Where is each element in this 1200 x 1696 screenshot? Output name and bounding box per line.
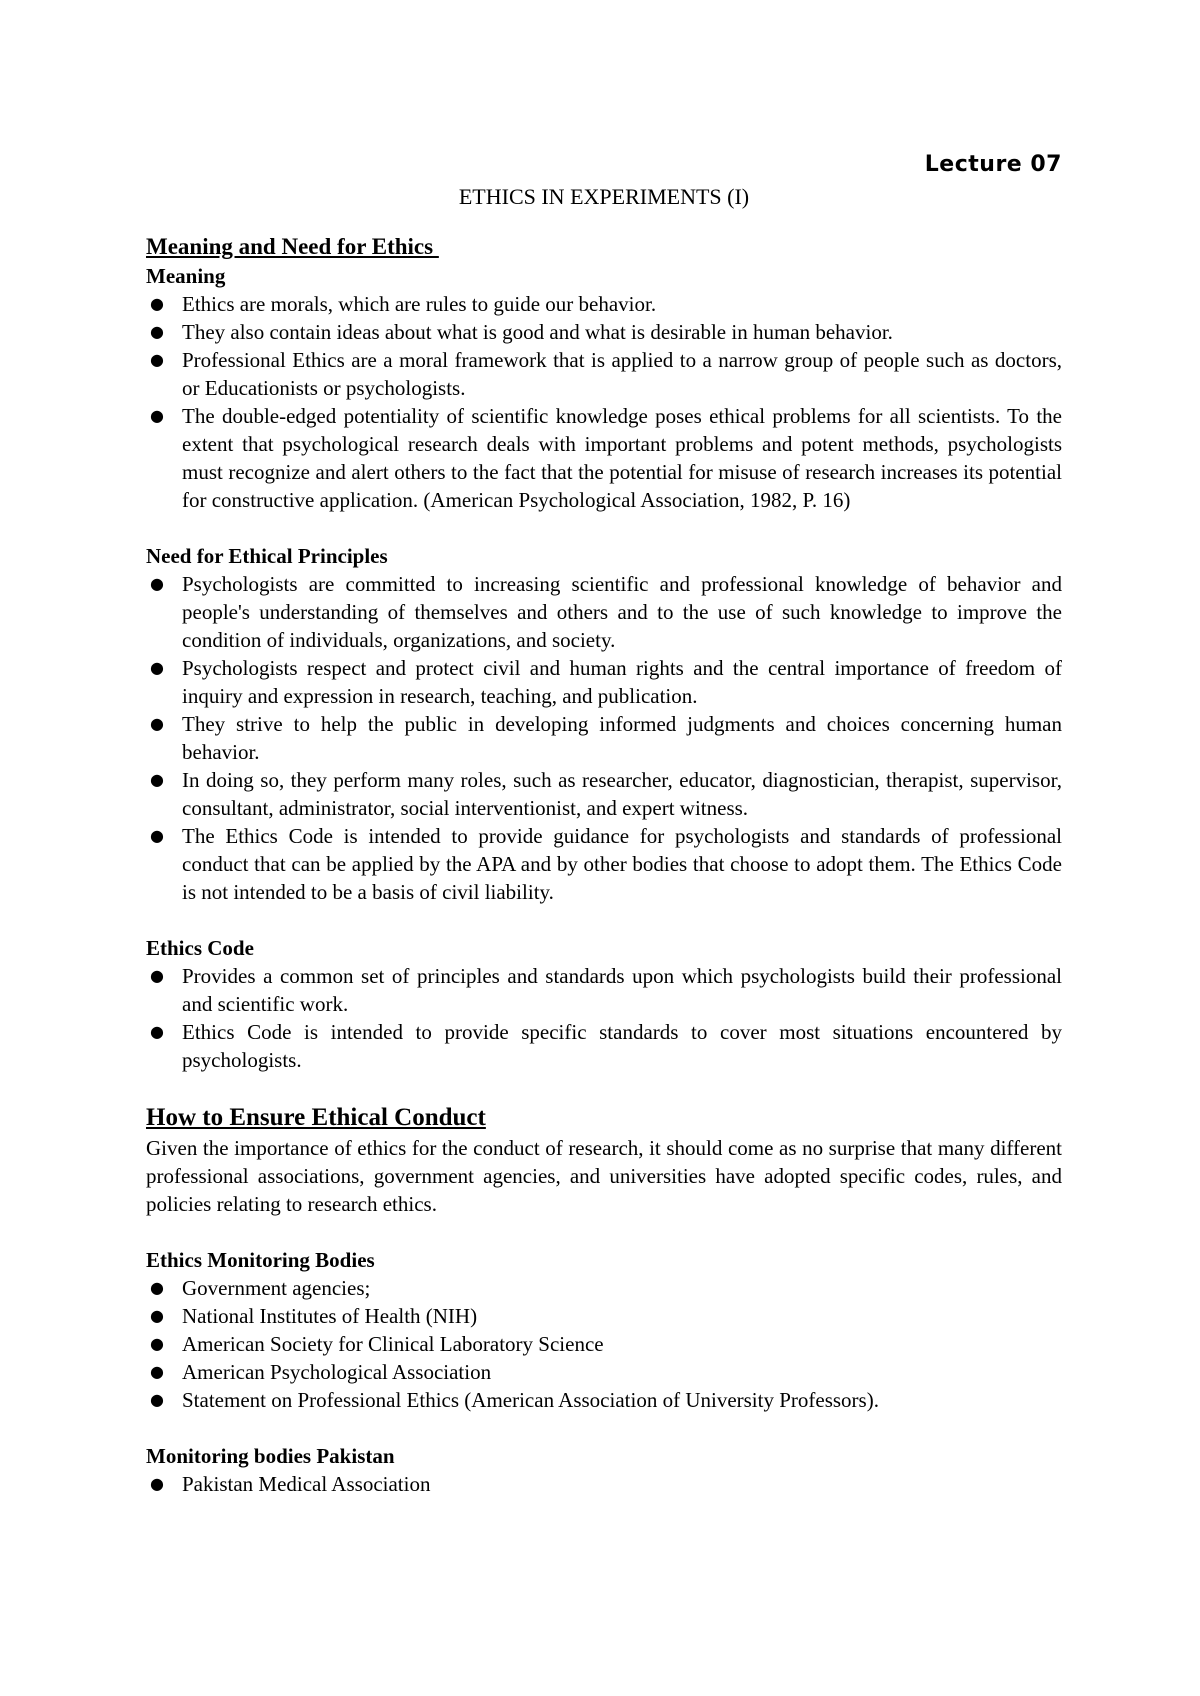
bullet-icon: ● xyxy=(150,350,164,369)
bullet-icon: ● xyxy=(150,322,164,341)
bullet-icon: ● xyxy=(150,966,164,985)
list-item: ● They also contain ideas about what is good and what is desirable in human behavior. xyxy=(150,320,893,344)
heading-ensure-conduct: How to Ensure Ethical Conduct xyxy=(146,1104,486,1131)
list-item: ● American Psychological Association xyxy=(150,1360,492,1384)
bullet-icon: ● xyxy=(150,406,164,425)
subheading-ethics-code: Ethics Code xyxy=(146,936,254,960)
bullet-icon: ● xyxy=(150,1362,164,1381)
lecture-number: Lecture 07 xyxy=(924,152,1062,177)
ethics-code-list xyxy=(146,962,1062,1074)
document-page xyxy=(146,150,1062,1498)
list-item: ● Pakistan Medical Association xyxy=(150,1472,431,1496)
subheading-need: Need for Ethical Principles xyxy=(146,544,388,568)
list-item: ● The double-edged potentiality of scientific knowledge poses ethical problems for all scientists. To the extent that psychological research deals with important problems and potent methods, psychologists must recognize and alert others to the fact that the potential for misuse of research increases its potential for constructive application. (American Psychological Association, 1982, P. 16) xyxy=(150,404,1062,512)
bullet-icon: ● xyxy=(150,574,164,593)
subheading-monitoring-bodies: Ethics Monitoring Bodies xyxy=(146,1248,375,1272)
list-item: ● In doing so, they perform many roles, such as researcher, educator, diagnostician, therapist, supervisor, consultant, administrator, social interventionist, and expert witness. xyxy=(150,768,1062,820)
bullet-icon: ● xyxy=(150,1022,164,1041)
bullet-icon: ● xyxy=(150,1278,164,1297)
subheading-meaning: Meaning xyxy=(146,264,226,288)
bullet-icon: ● xyxy=(150,770,164,789)
list-item: ● Provides a common set of principles and standards upon which psychologists build their professional and scientific work. xyxy=(150,964,1062,1016)
ensure-paragraph: Given the importance of ethics for the conduct of research, it should come as no surprise that many different professional associations, government agencies, and universities have adopted specific codes, rules, and policies relating to research ethics. xyxy=(146,1136,1062,1216)
list-item: ● Government agencies; xyxy=(150,1276,371,1300)
list-item: ● The Ethics Code is intended to provide guidance for psychologists and standards of professional conduct that can be applied by the APA and by other bodies that choose to adopt them. The Ethics Code is not intended to be a basis of civil liability. xyxy=(150,824,1062,904)
pakistan-list xyxy=(146,1470,1062,1498)
document-title: ETHICS IN EXPERIMENTS (I) xyxy=(458,184,750,209)
list-item: ● Psychologists are committed to increasing scientific and professional knowledge of behavior and people's understanding of themselves and others and to the use of such knowledge to improve the condition of individuals, organizations, and society. xyxy=(150,572,1062,652)
meaning-list xyxy=(146,290,1062,514)
need-list xyxy=(146,570,1062,906)
bullet-icon: ● xyxy=(150,294,164,313)
monitoring-list xyxy=(146,1274,1062,1414)
list-item: ● Statement on Professional Ethics (American Association of University Professors). xyxy=(150,1388,879,1412)
bullet-icon: ● xyxy=(150,1474,164,1493)
bullet-icon: ● xyxy=(150,1334,164,1353)
list-item: ● Psychologists respect and protect civil and human rights and the central importance of freedom of inquiry and expression in research, teaching, and publication. xyxy=(150,656,1062,708)
bullet-icon: ● xyxy=(150,714,164,733)
bullet-icon: ● xyxy=(150,1306,164,1325)
list-item: ● Ethics are morals, which are rules to guide our behavior. xyxy=(150,292,657,316)
bullet-icon: ● xyxy=(150,658,164,677)
subheading-pakistan-bodies: Monitoring bodies Pakistan xyxy=(146,1444,395,1468)
list-item: ● They strive to help the public in developing informed judgments and choices concerning human behavior. xyxy=(150,712,1062,764)
bullet-icon: ● xyxy=(150,826,164,845)
bullet-icon: ● xyxy=(150,1390,164,1409)
list-item: ● National Institutes of Health (NIH) xyxy=(150,1304,478,1328)
list-item: ● Ethics Code is intended to provide specific standards to cover most situations encountered by psychologists. xyxy=(150,1020,1062,1072)
heading-meaning-need: Meaning and Need for Ethics xyxy=(146,234,439,259)
list-item: ● Professional Ethics are a moral framework that is applied to a narrow group of people such as doctors, or Educationists or psychologists. xyxy=(150,348,1062,400)
list-item: ● American Society for Clinical Laboratory Science xyxy=(150,1332,604,1356)
